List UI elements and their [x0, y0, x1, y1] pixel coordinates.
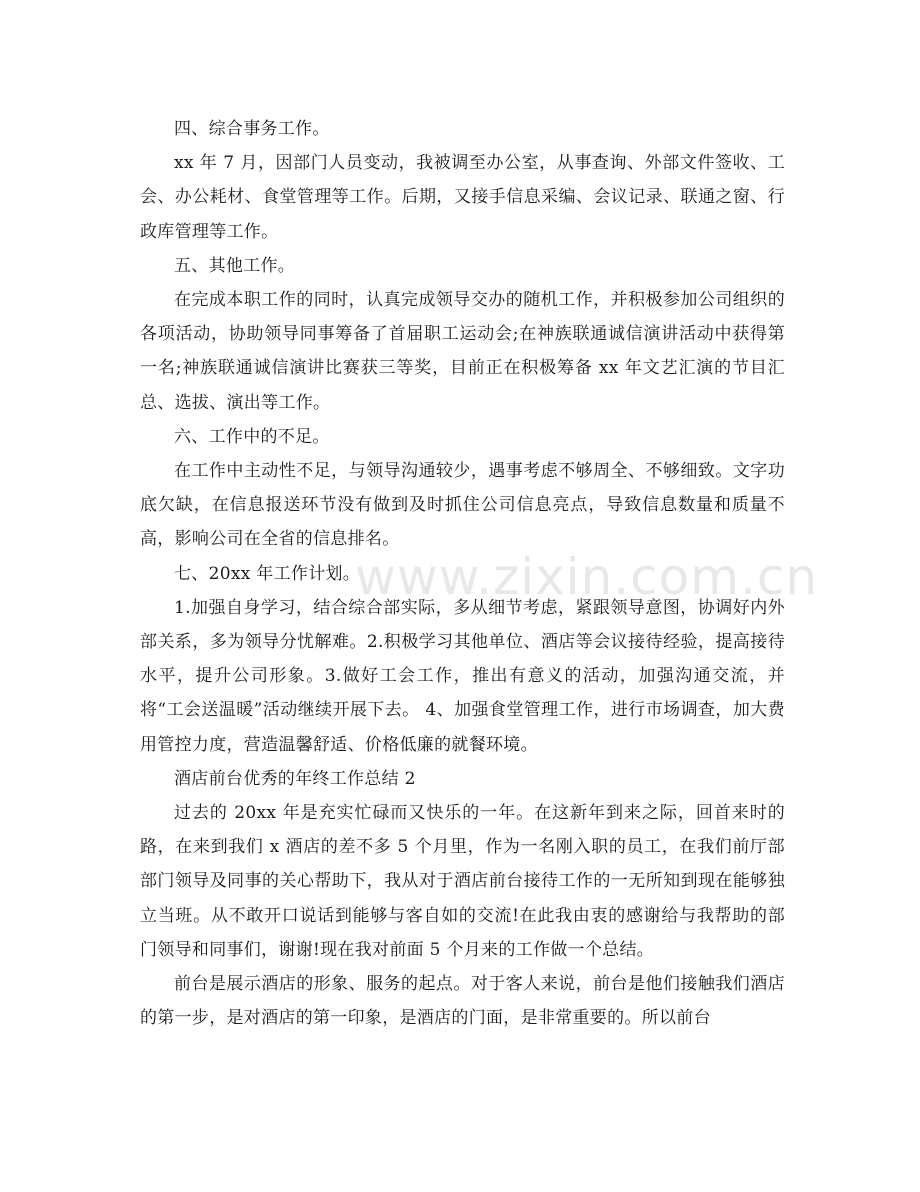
paragraph-year-review: 过去的 20xx 年是充实忙碌而又快乐的一年。在这新年到来之际，回首来时的路，在来到我们 x 酒店的差不多 5 个月里，作为一名刚入职的员工，在我们前厅部部门领导及同事的关心帮助下，我从对于酒店前台接待工作的一无所知到现在能够独立当班。从不敢开口说话到能够与客自如的交流!在此我由衷的感谢给与我帮助的部门领导和同事们，谢谢!现在我对前面 5 个月来的工作做一个总结。 [140, 803, 785, 960]
paragraph-work-plan: 1.加强自身学习，结合综合部实际，多从细节考虑，紧跟领导意图，协调好内外部关系，多为领导分忧解难。2.积极学习其他单位、酒店等会议接待经验，提高接待水平，提升公司形象。3.做好工会工作，推出有意义的活动，加强沟通交流，并将“工会送温暖”活动继续开展下去。 4、加强食堂管理工作，进行市场调查，加大费用管控力度，营造温馨舒适、价格低廉的就餐环境。 [140, 597, 785, 755]
section-heading-6: 六、工作中的不足。 [174, 426, 330, 447]
watermark: www.zixin.com.cn [355, 548, 819, 606]
paragraph-other-work: 在完成本职工作的同时，认真完成领导交办的随机工作，并积极参加公司组织的各项活动，协助领导同事筹备了首届职工运动会;在神族联通诚信演讲活动中获得第一名;神族联通诚信演讲比赛获三等奖，目前正在积极筹备 xx 年文艺汇演的节目汇总、选拔、演出等工作。 [140, 290, 785, 413]
document-body [140, 112, 785, 1035]
section-heading-7: 七、20xx 年工作计划。 [174, 563, 361, 584]
paragraph-general-affairs: xx 年 7 月，因部门人员变动，我被调至办公室，从事查询、外部文件签收、工会、办公耗材、食堂管理等工作。后期，又接手信息采编、会议记录、联通之窗、行政库管理等工作。 [140, 153, 785, 242]
section-heading-5: 五、其他工作。 [174, 255, 296, 276]
section-heading-4: 四、综合事务工作。 [174, 119, 330, 139]
article-title-2: 酒店前台优秀的年终工作总结 2 [174, 768, 416, 789]
paragraph-shortcomings: 在工作中主动性不足，与领导沟通较少，遇事考虑不够周全、不够细致。文字功底欠缺，在信息报送环节没有做到及时抓住公司信息亮点，导致信息数量和质量不高，影响公司在全省的信息排名。 [140, 461, 785, 550]
paragraph-front-desk: 前台是展示酒店的形象、服务的起点。对于客人来说，前台是他们接触我们酒店的第一步，是对酒店的第一印象，是酒店的门面，是非常重要的。所以前台 [140, 974, 785, 1029]
